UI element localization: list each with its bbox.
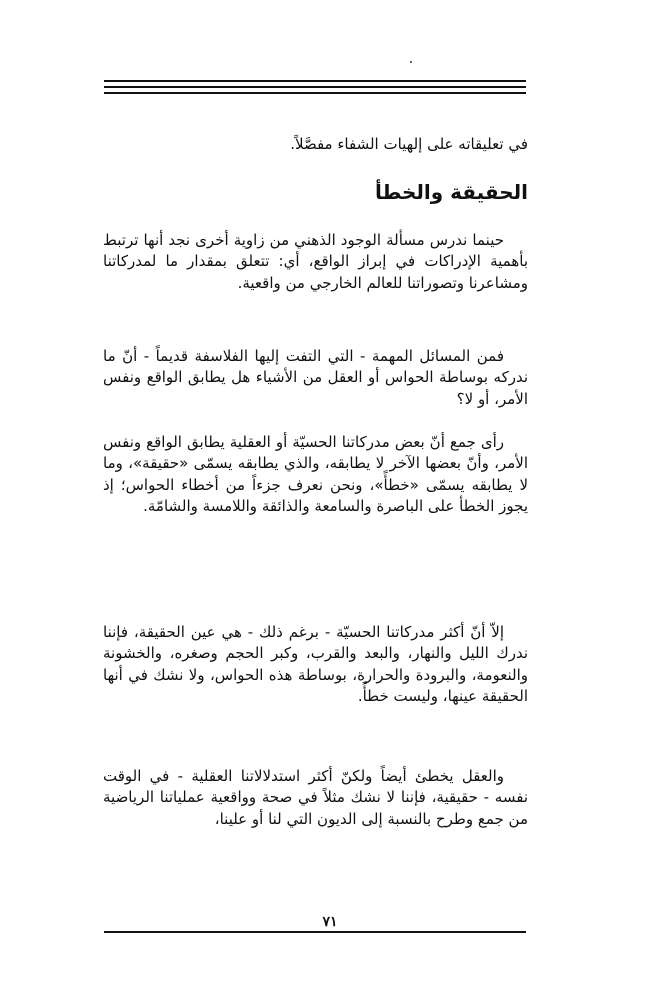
header-rule-middle	[104, 86, 526, 88]
speck-mark	[410, 61, 412, 63]
paragraph: فمن المسائل المهمة - التي التفت إليها الفلاسفة قديماً - أنّ ما ندركه بوساطة الحواس أو العقل من الأشياء هل يطابق الواقع ونفس الأمر، أو لا؟	[103, 347, 528, 408]
header-rule-top	[104, 80, 526, 82]
intro-line: في تعليقاته على إلهيات الشفاء مفصَّلاً.	[290, 135, 528, 153]
paragraph: والعقل يخطئ أيضاً ولكنّ أكثر استدلالاتنا العقلية - في الوقت نفسه - حقيقية، فإننا لا نشك مثلاً في صحة وواقعية عملياتنا الرياضية من جمع وطرح بالنسبة إلى الديون التي لنا أو علينا،	[103, 767, 528, 828]
paragraph: رأى جمع أنّ بعض مدركاتنا الحسيّة أو العقلية يطابق الواقع ونفس الأمر، وأنّ بعضها الآخر لا يطابقه، والذي يطابقه يسمّى «حقيقة»، وما لا يطابقه يسمّى «خطأً»، ونحن نعرف جزءاً من أخطاء الحواس؛ إذ يجوز الخطأ على الباصرة والسامعة والذائقة واللامسة والشامّة.	[103, 433, 528, 515]
section-heading: الحقيقة والخطأ	[374, 180, 528, 204]
page-number: ٧١	[322, 914, 338, 930]
paragraph: حينما ندرس مسألة الوجود الذهني من زاوية أخرى نجد أنها ترتبط بأهمية الإدراكات في إبراز الواقع، أي: تتعلق بمقدار ما لمدركاتنا ومشاعرنا وتصوراتنا للعالم الخارجي من واقعية.	[103, 231, 528, 292]
footer-rule	[104, 931, 526, 933]
paragraph: إلاّ أنّ أكثر مدركاتنا الحسيّة - برغم ذلك - هي عين الحقيقة، فإننا ندرك الليل والنهار، والبعد والقرب، وكبر الحجم وصغره، والخشونة والنعومة، والبرودة والحرارة، بوساطة هذه الحواس، ولا نشك في أنها الحقيقة عينها، وليست خطأً.	[103, 623, 528, 705]
header-rule-bottom	[104, 92, 526, 94]
